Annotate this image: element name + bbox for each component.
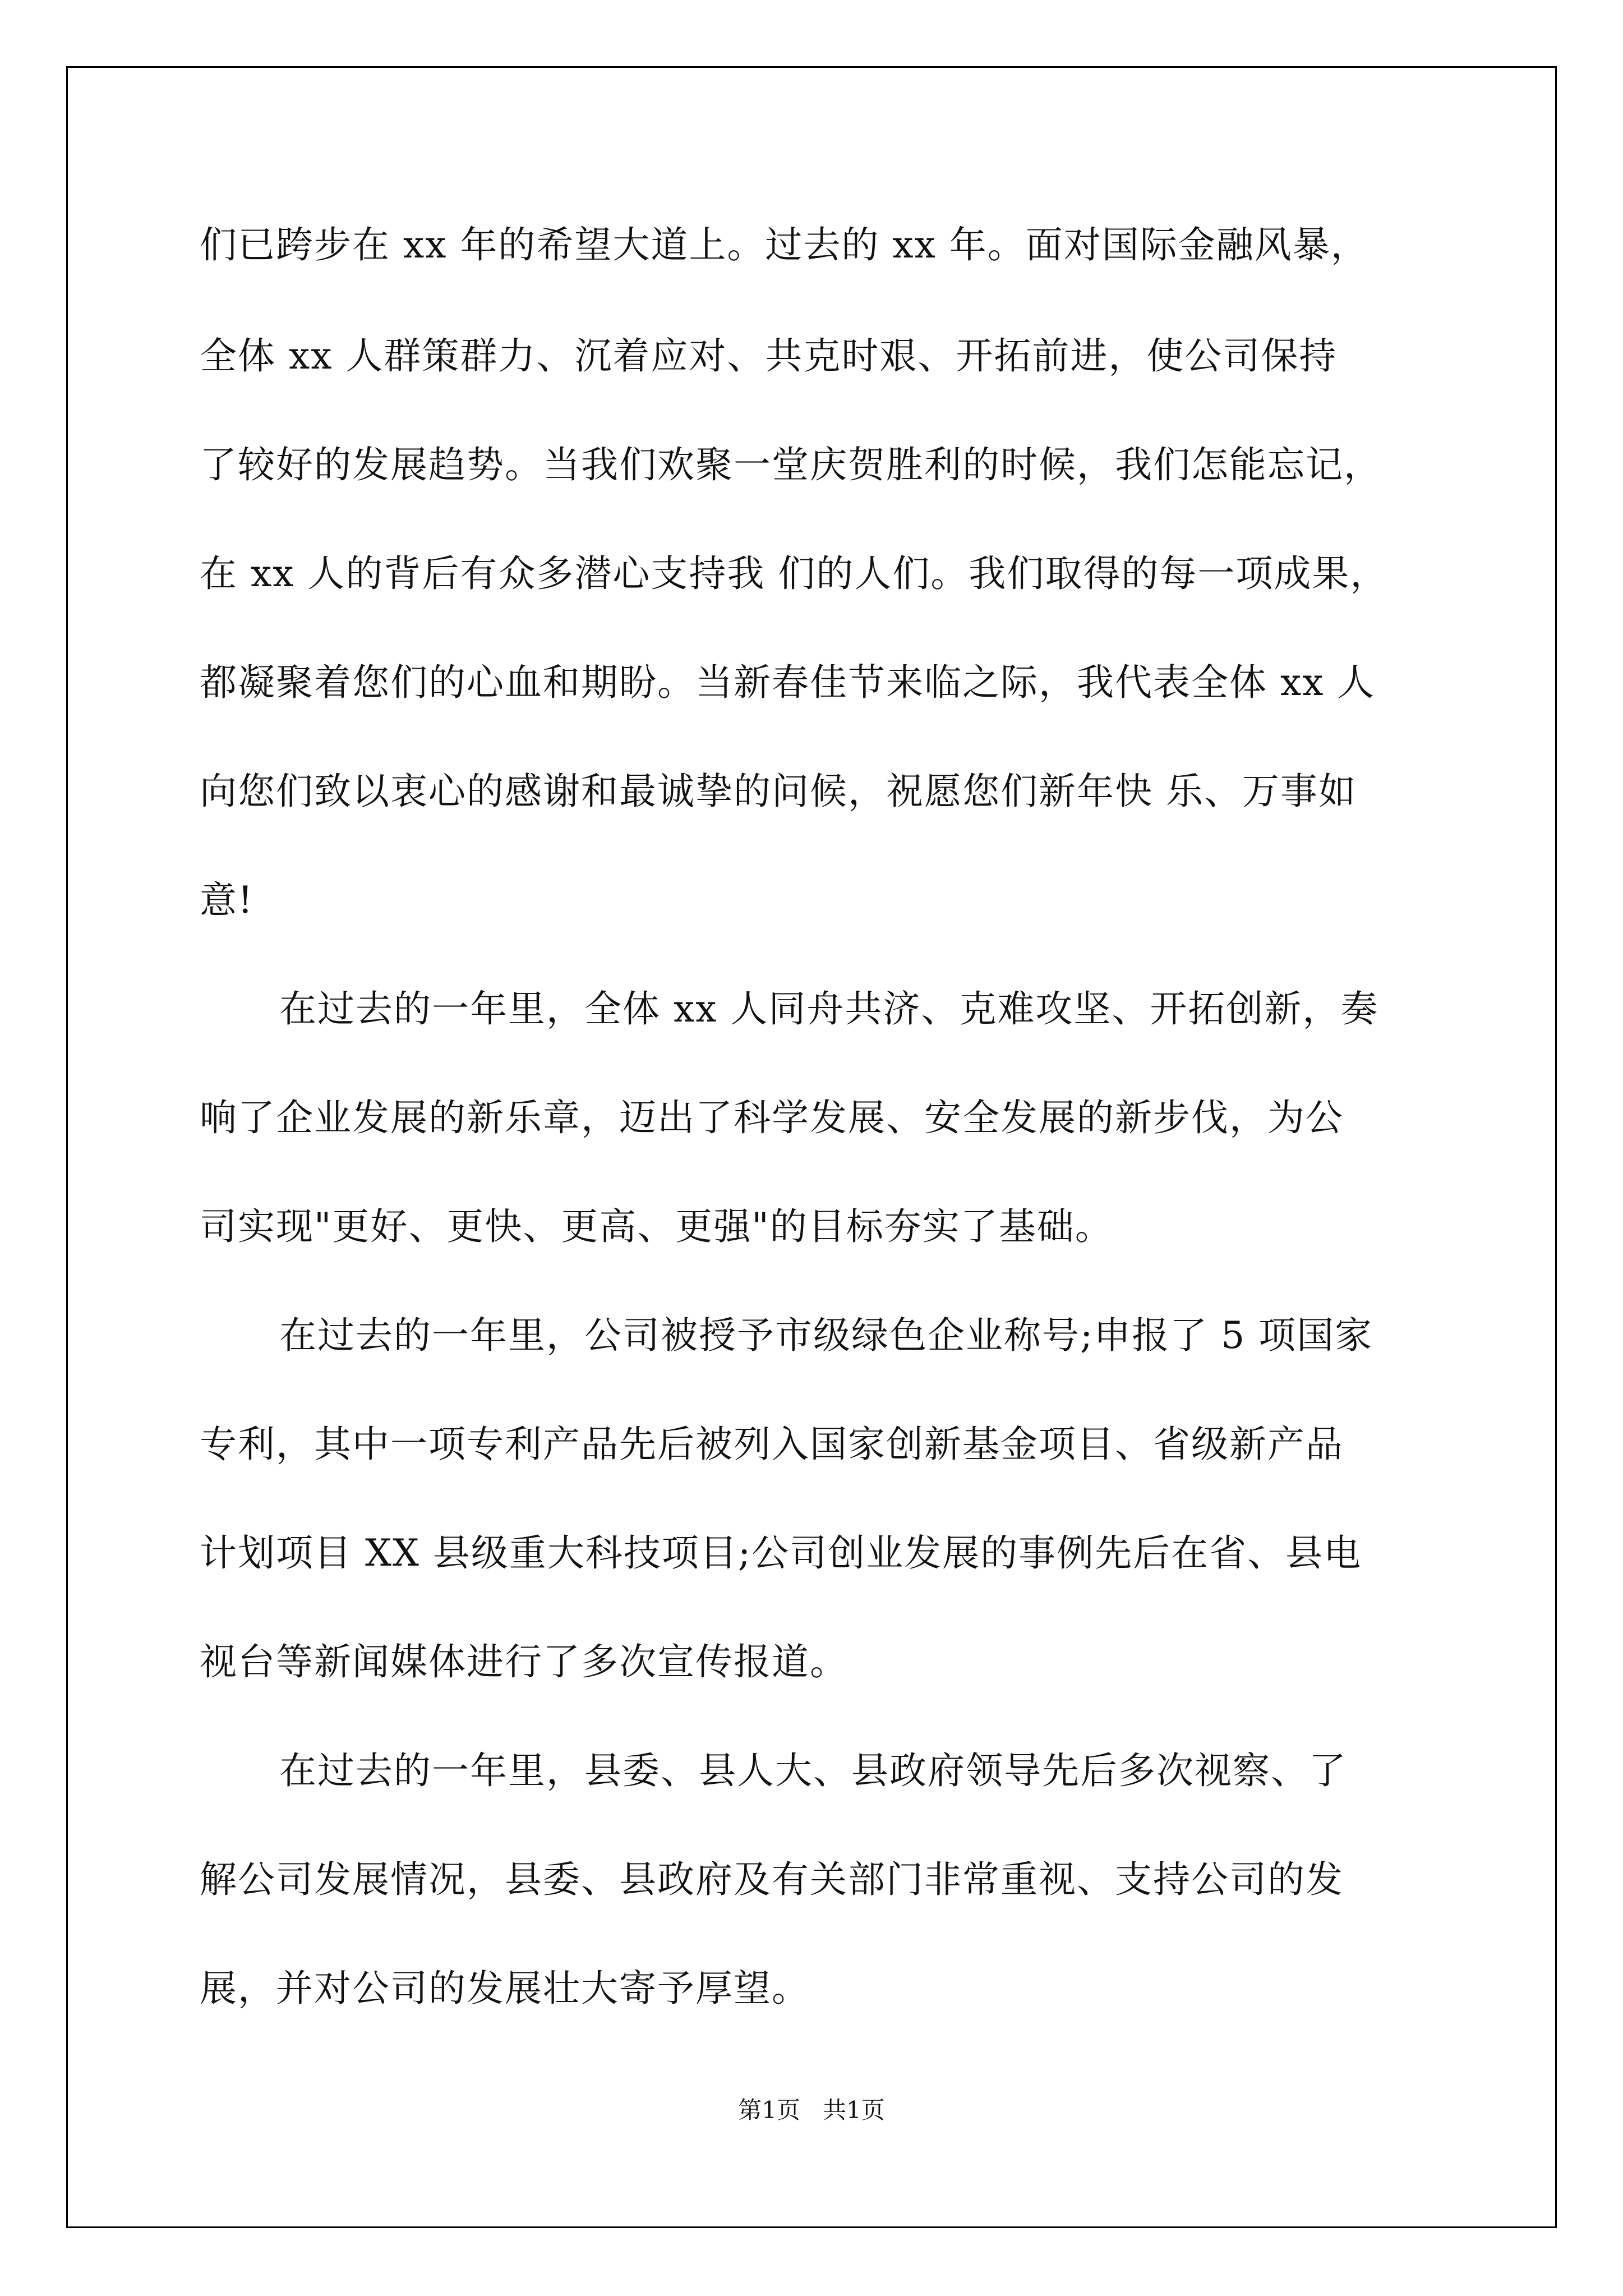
paragraph-1-line-1: 们已跨步在 xx 年的希望大道上。过去的 xx 年。面对国际金融风暴， [200,223,1369,266]
paragraph-1-line-2: 全体 xx 人群策群力、沉着应对、共克时艰、开拓前进，使公司保持 [200,334,1338,378]
paragraph-4-line-1: 在过去的一年里，县委、县人大、县政府领导先后多次视察、了 [279,1749,1347,1792]
paragraph-1-line-3: 了较好的发展趋势。当我们欢聚一堂庆贺胜利的时候，我们怎能忘记， [200,443,1382,486]
paragraph-3-line-3: 计划项目 XX 县级重大科技项目;公司创业发展的事例先后在省、县电 [200,1531,1362,1575]
paragraph-3-line-2: 专利，其中一项专利产品先后被列入国家创新基金项目、省级新产品 [200,1423,1344,1466]
paragraph-1-line-7: 意! [200,878,254,922]
paragraph-1-line-5: 都凝聚着您们的心血和期盼。当新春佳节来临之际，我代表全体 xx 人 [200,661,1376,704]
page-number-footer: 第1页 共1页 [738,2096,885,2124]
paragraph-2-line-2: 响了企业发展的新乐章，迈出了科学发展、安全发展的新步伐，为公 [200,1096,1344,1139]
paragraph-3-line-1: 在过去的一年里，公司被授予市级绿色企业称号;申报了 5 项国家 [279,1314,1373,1357]
paragraph-1-line-6: 向您们致以衷心的感谢和最诚挚的问候，祝愿您们新年快 乐、万事如 [200,770,1357,813]
paragraph-2-line-1: 在过去的一年里，全体 xx 人同舟共济、克难攻坚、开拓创新，奏 [279,987,1379,1030]
paragraph-2-line-3: 司实现"更好、更快、更高、更强"的目标夯实了基础。 [200,1205,1113,1248]
paragraph-4-line-3: 展，并对公司的发展壮大寄予厚望。 [200,1967,810,2010]
paragraph-3-line-4: 视台等新闻媒体进行了多次宣传报道。 [200,1640,848,1683]
paragraph-1-line-4: 在 xx 人的背后有众多潜心支持我 们的人们。我们取得的每一项成果， [200,552,1389,595]
paragraph-4-line-2: 解公司发展情况，县委、县政府及有关部门非常重视、支持公司的发 [200,1858,1344,1901]
